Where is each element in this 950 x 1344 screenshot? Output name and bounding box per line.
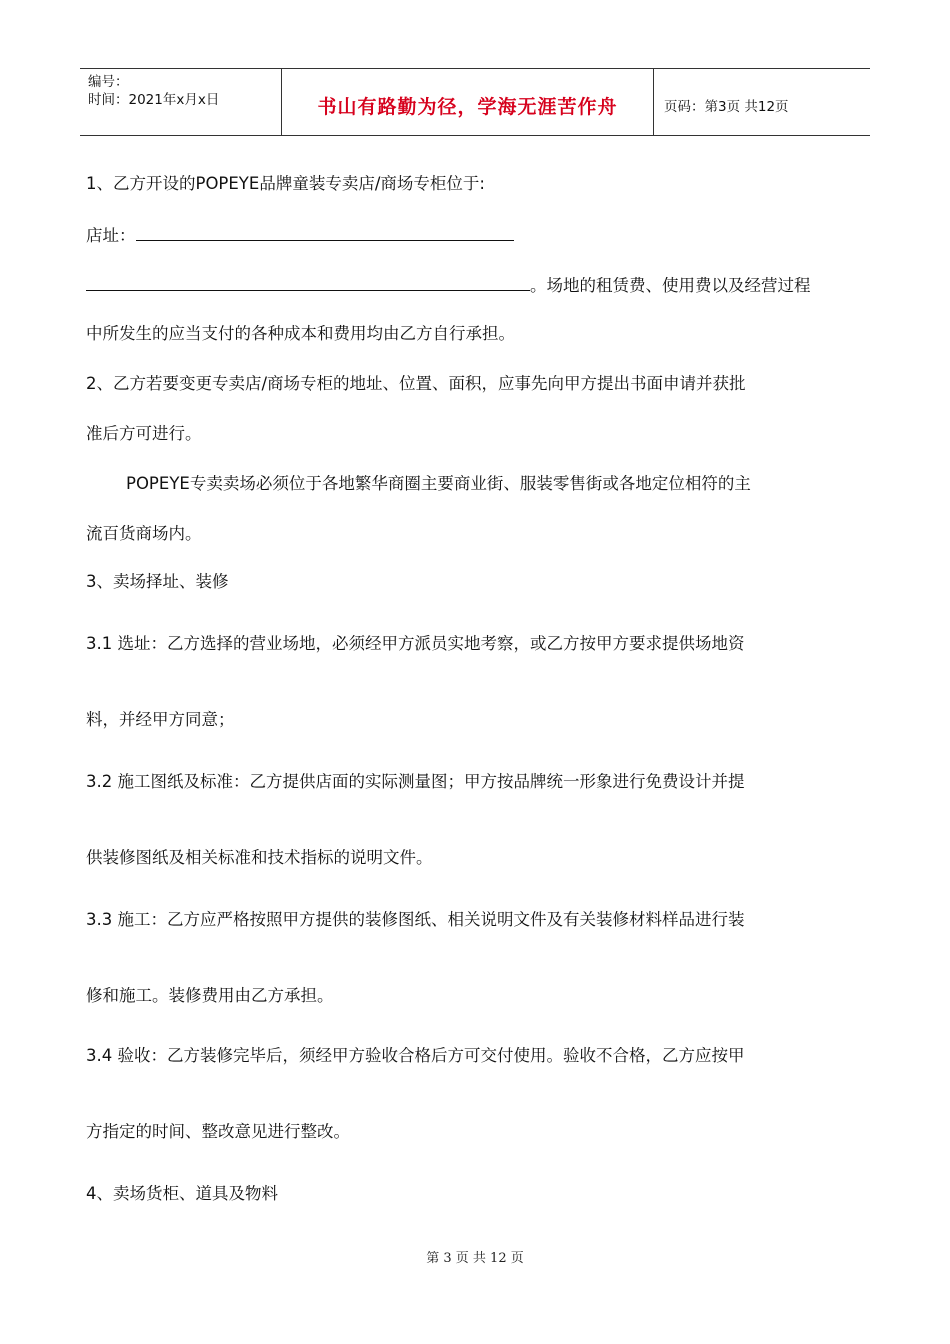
- header-meta: [80, 69, 282, 135]
- header-page-info: 页码：第3页 共12页: [664, 99, 789, 115]
- date-line: 时间：2021年x月x日: [88, 92, 220, 108]
- header-motto-cell: [282, 69, 654, 135]
- store-address-label: 店址：: [86, 226, 136, 245]
- page-footer: 第 3 页 共 12 页: [426, 1251, 524, 1266]
- clause-3-4-continuation: 方指定的时间、整改意见进行整改。: [86, 1122, 350, 1141]
- store-address-blank: [136, 222, 514, 241]
- address-continuation-line: [86, 272, 811, 298]
- section-4-heading: 4、卖场货柜、道具及物料: [86, 1184, 278, 1203]
- address-continuation-blank: [86, 272, 530, 291]
- clause-3-3-continuation: 修和施工。装修费用由乙方承担。: [86, 986, 334, 1005]
- rent-cost-text: 。场地的租赁费、使用费以及经营过程: [530, 276, 811, 295]
- clause-3-1-site: 3.1 选址：乙方选择的营业场地，必须经甲方派员实地考察，或乙方按甲方要求提供场地资: [86, 634, 745, 653]
- section-3-heading: 3、卖场择址、装修: [86, 572, 229, 591]
- clause-3-4-acceptance: 3.4 验收：乙方装修完毕后，须经甲方验收合格后方可交付使用。验收不合格，乙方应按甲: [86, 1046, 745, 1065]
- store-address-line: [86, 222, 514, 248]
- clause-3-1-continuation: 料，并经甲方同意；: [86, 710, 235, 729]
- clause-2-change: 2、乙方若要变更专卖店/商场专柜的地址、位置、面积，应事先向甲方提出书面申请并获批: [86, 374, 746, 393]
- clause-2-continuation: 准后方可进行。: [86, 424, 202, 443]
- location-requirement: POPEYE专卖卖场必须位于各地繁华商圈主要商业街、服装零售街或各地定位相符的主: [126, 474, 751, 493]
- clause-3-3-construction: 3.3 施工：乙方应严格按照甲方提供的装修图纸、相关说明文件及有关装修材料样品进行装: [86, 910, 745, 929]
- clause-3-2-drawings: 3.2 施工图纸及标准：乙方提供店面的实际测量图；甲方按品牌统一形象进行免费设计并提: [86, 772, 745, 791]
- header-motto: 书山有路勤为径，学海无涯苦作舟: [317, 95, 618, 118]
- header-page-info-cell: [654, 69, 870, 135]
- location-requirement-continuation: 流百货商场内。: [86, 524, 202, 543]
- serial-number-label: 编号：: [88, 74, 129, 90]
- clause-1-location: 1、乙方开设的POPEYE品牌童装专卖店/商场专柜位于:: [86, 174, 485, 193]
- cost-bearing-text: 中所发生的应当支付的各种成本和费用均由乙方自行承担。: [86, 324, 515, 343]
- page-header: [80, 68, 870, 136]
- clause-3-2-continuation: 供装修图纸及相关标准和技术指标的说明文件。: [86, 848, 433, 867]
